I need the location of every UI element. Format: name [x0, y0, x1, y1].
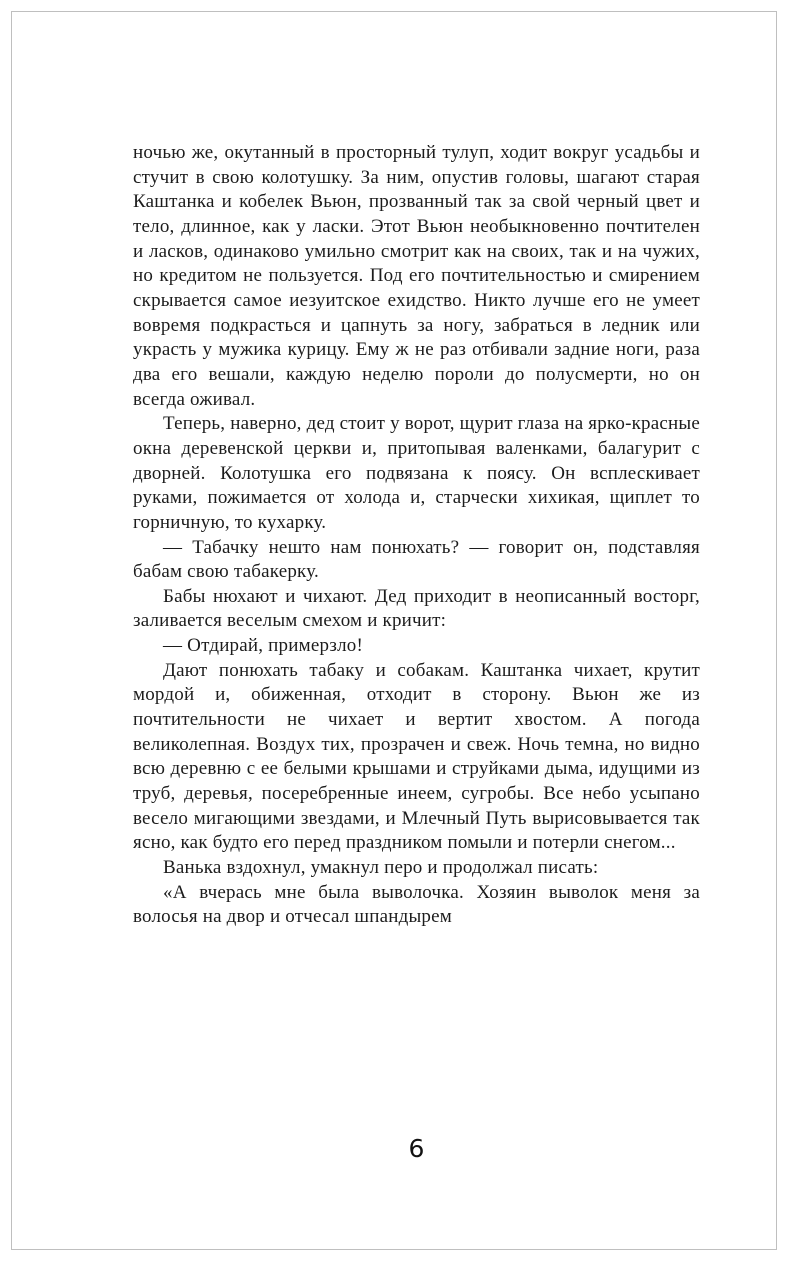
- page-number: 6: [408, 1134, 425, 1163]
- paragraph: Бабы нюхают и чихают. Дед приходит в неописанный восторг, заливается веселым смехом и кричит:: [133, 585, 700, 632]
- paragraph: — Табачку нешто нам понюхать? — говорит он, подставляя бабам свою табакерку.: [133, 536, 700, 583]
- book-text: [133, 141, 700, 930]
- paragraph: ночью же, окутанный в просторный тулуп, ходит вокруг усадьбы и стучит в свою колотушку. За ним, опустив головы, шагают старая Каштанка и кобелек Вьюн, прозванный так за свой черный цвет и тело, длинное, как у ласки. Этот Вьюн необыкновенно почтителен и ласков, одинаково умильно смотрит как на своих, так и на чужих, но кредитом не пользуется. Под его почтительностью и смирением скрывается самое иезуитское ехидство. Никто лучше его не умеет вовремя подкрасться и цапнуть за ногу, забраться в ледник или украсть у мужика курицу. Ему ж не раз отбивали задние ноги, раза два его вешали, каждую неделю пороли до полусмерти, но он всегда оживал.: [133, 142, 700, 410]
- paragraph: Теперь, наверно, дед стоит у ворот, щурит глаза на ярко-красные окна деревенской церкви и, притопывая валенками, балагурит с дворней. Колотушка его подвязана к поясу. Он всплескивает руками, пожимается от холода и, старчески хихикая, щиплет то горничную, то кухарку.: [133, 413, 700, 533]
- paragraph: Дают понюхать табаку и собакам. Каштанка чихает, крутит мордой и, обиженная, отходит в сторону. Вьюн же из почтительности не чихает и вертит хвостом. А погода великолепная. Воздух тих, прозрачен и свеж. Ночь темна, но видно всю деревню с ее белыми крышами и струйками дыма, идущими из труб, деревья, посеребренные инеем, сугробы. Все небо усыпано весело мигающими звездами, и Млечный Путь вырисовывается так ясно, как будто его перед праздником помыли и потерли снегом...: [133, 659, 700, 854]
- paragraph: «А вчерась мне была выволочка. Хозяин выволок меня за волосья на двор и отчесал шпандырем: [133, 881, 700, 928]
- paragraph: Ванька вздохнул, умакнул перо и продолжал писать:: [163, 857, 599, 879]
- paragraph: — Отдирай, примерзло!: [163, 635, 363, 657]
